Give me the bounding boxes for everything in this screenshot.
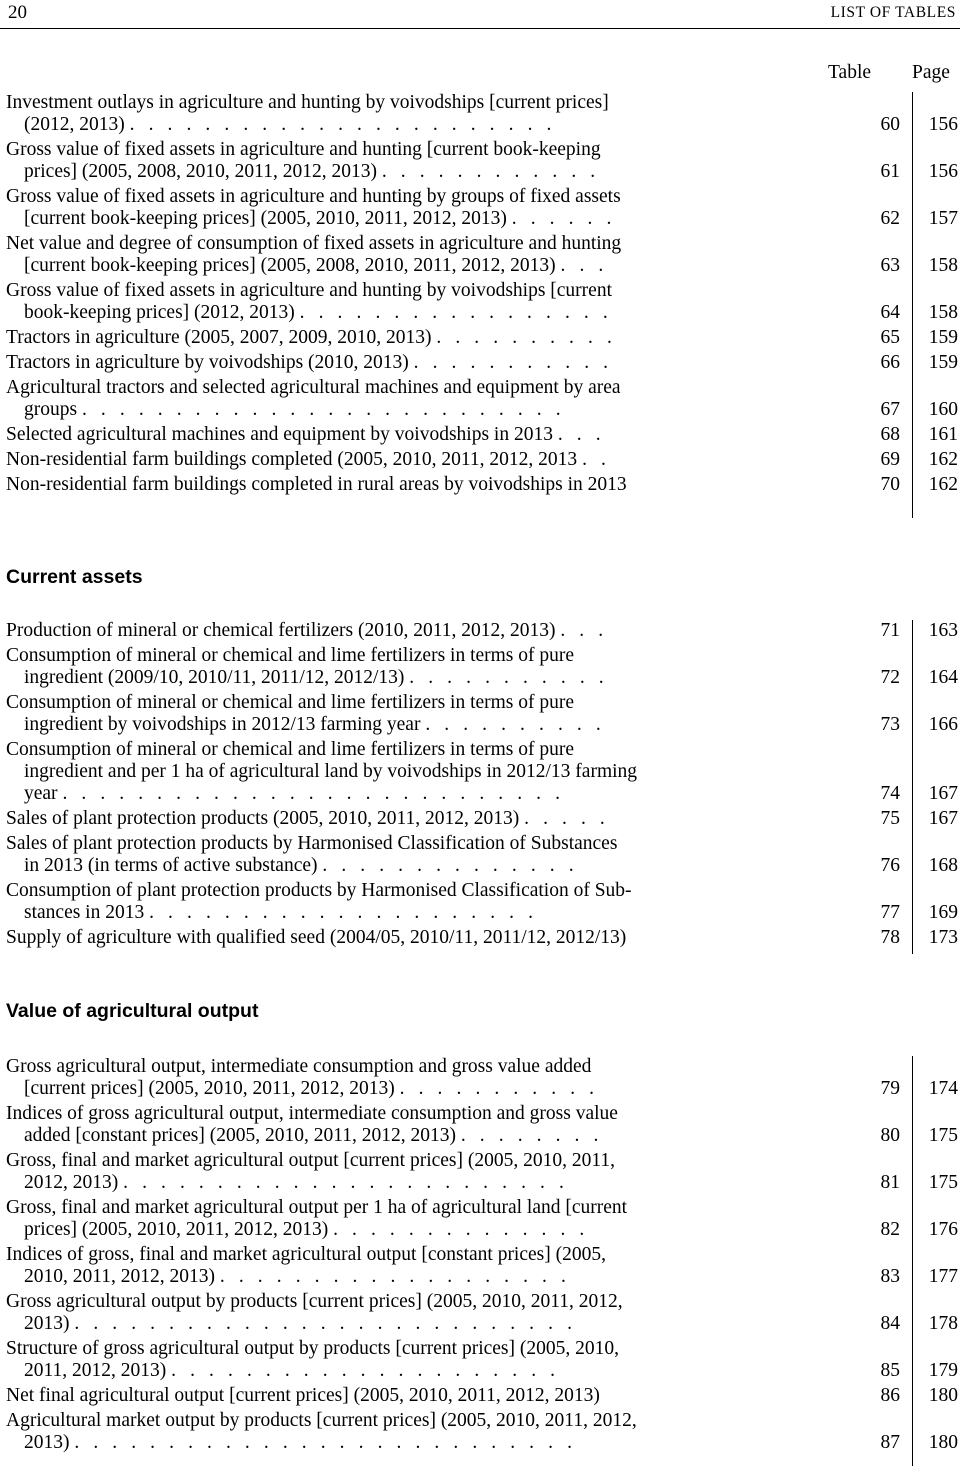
toc-entry[interactable] bbox=[0, 739, 960, 805]
table-number: 80 bbox=[880, 1125, 900, 1146]
toc-entry[interactable] bbox=[0, 1385, 960, 1407]
entry-title bbox=[6, 1410, 788, 1454]
table-number: 74 bbox=[880, 783, 900, 804]
entry-title-line bbox=[6, 1056, 788, 1078]
entry-title bbox=[6, 692, 788, 736]
entry-title-line bbox=[6, 1266, 788, 1288]
toc-entry[interactable] bbox=[0, 1244, 960, 1288]
table-number: 63 bbox=[880, 255, 900, 276]
entry-title-line bbox=[6, 783, 788, 805]
table-number: 68 bbox=[880, 424, 900, 445]
dot-leader: . . . . . . . . . . . . . . . . . . . . . . . . . . . bbox=[62, 783, 565, 804]
dot-leader: . . . . . bbox=[524, 808, 610, 829]
entry-text: Gross, final and market agricultural output per 1 ha of agricultural land [current bbox=[6, 1197, 628, 1218]
entry-title-line bbox=[6, 1103, 788, 1125]
toc-entry[interactable] bbox=[0, 139, 960, 183]
entry-text: 2011, 2012, 2013) bbox=[24, 1360, 167, 1381]
table-number: 78 bbox=[880, 927, 900, 948]
entry-text: book-keeping prices] (2012, 2013) bbox=[24, 302, 295, 323]
table-number: 62 bbox=[880, 208, 900, 229]
toc-entry[interactable] bbox=[0, 327, 960, 349]
entry-title-line bbox=[6, 327, 788, 349]
entry-text: ingredient (2009/10, 2010/11, 2011/12, 2012/13) bbox=[24, 667, 405, 688]
entry-title-line bbox=[6, 1338, 788, 1360]
entry-text: Sales of plant protection products (2005, 2010, 2011, 2012, 2013) bbox=[6, 808, 520, 829]
entry-title bbox=[6, 1150, 788, 1194]
entry-title-line bbox=[6, 1410, 788, 1432]
table-number: 69 bbox=[880, 449, 900, 470]
entry-title-line bbox=[6, 399, 788, 421]
entry-title-line bbox=[6, 714, 788, 736]
entry-title-line bbox=[6, 927, 788, 949]
page-reference: 156 bbox=[928, 161, 958, 182]
entry-title bbox=[6, 449, 788, 471]
entry-title-line bbox=[6, 1291, 788, 1313]
table-number: 66 bbox=[880, 352, 900, 373]
toc-entry[interactable] bbox=[0, 880, 960, 924]
page-reference: 178 bbox=[928, 1313, 958, 1334]
entry-title-line bbox=[6, 255, 788, 277]
entry-title bbox=[6, 280, 788, 324]
entry-title-line bbox=[6, 377, 788, 399]
dot-leader: . . . . . . . . . . . . . . . . . . . . . bbox=[149, 902, 538, 923]
toc-entry[interactable] bbox=[0, 927, 960, 949]
dot-leader: . . . bbox=[557, 424, 606, 445]
page-reference: 158 bbox=[928, 302, 958, 323]
page-reference: 161 bbox=[928, 424, 958, 445]
entry-title-line bbox=[6, 1078, 788, 1100]
entry-title bbox=[6, 927, 788, 949]
entry-title-line bbox=[6, 1219, 788, 1241]
table-number: 61 bbox=[880, 161, 900, 182]
entry-title-line bbox=[6, 833, 788, 855]
toc-entry[interactable] bbox=[0, 1103, 960, 1147]
entry-text: 2012, 2013) bbox=[24, 1172, 119, 1193]
dot-leader: . . . . . . . . . . . . . . . . . . . . . bbox=[171, 1360, 560, 1381]
entry-text: groups bbox=[24, 399, 78, 420]
table-number: 67 bbox=[880, 399, 900, 420]
page-reference: 179 bbox=[928, 1360, 958, 1381]
entry-title bbox=[6, 1197, 788, 1241]
page-reference: 167 bbox=[928, 783, 958, 804]
table-number: 75 bbox=[880, 808, 900, 829]
entry-text: Consumption of mineral or chemical and lime fertilizers in terms of pure bbox=[6, 645, 575, 666]
dot-leader: . . . . . . bbox=[511, 208, 616, 229]
entry-text: [current book-keeping prices] (2005, 2010, 2011, 2012, 2013) bbox=[24, 208, 507, 229]
entry-title bbox=[6, 833, 788, 877]
toc-entry[interactable] bbox=[0, 474, 960, 496]
entry-title-line bbox=[6, 208, 788, 230]
dot-leader: . . . . . . . . . . bbox=[425, 714, 606, 735]
entry-text: Net value and degree of consumption of fixed assets in agriculture and hunting bbox=[6, 233, 622, 254]
page-reference: 159 bbox=[928, 327, 958, 348]
toc-entry[interactable] bbox=[0, 645, 960, 689]
table-number: 70 bbox=[880, 474, 900, 495]
page-reference: 176 bbox=[928, 1219, 958, 1240]
entry-title-line bbox=[6, 855, 788, 877]
entry-text: Gross agricultural output, intermediate consumption and gross value added bbox=[6, 1056, 592, 1077]
dot-leader: . . . . . . . . . . . bbox=[413, 352, 613, 373]
entry-title-line bbox=[6, 1313, 788, 1335]
page-reference: 156 bbox=[928, 114, 958, 135]
entry-title-line bbox=[6, 1150, 788, 1172]
toc-entry[interactable] bbox=[0, 377, 960, 421]
toc-entry[interactable] bbox=[0, 1410, 960, 1454]
entry-title-line bbox=[6, 1360, 788, 1382]
dot-leader: . . . . . . . . . . . . . . . . . . . . . . . . . . bbox=[81, 399, 566, 420]
entry-text: Consumption of plant protection products by Harmonised Classification of Sub- bbox=[6, 880, 632, 901]
table-number: 84 bbox=[880, 1313, 900, 1334]
entry-title bbox=[6, 139, 788, 183]
table-number: 86 bbox=[880, 1385, 900, 1406]
page-reference: 160 bbox=[928, 399, 958, 420]
toc-entry[interactable] bbox=[0, 352, 960, 374]
entry-text: Structure of gross agricultural output by products [current prices] (2005, 2010, bbox=[6, 1338, 620, 1359]
entry-title bbox=[6, 233, 788, 277]
entry-title bbox=[6, 474, 788, 496]
dot-leader: . . . . . . . . . . . . . . . . . . . . . . . . bbox=[123, 1172, 569, 1193]
dot-leader: . . . bbox=[560, 620, 608, 641]
entry-text: Agricultural tractors and selected agricultural machines and equipment by area bbox=[6, 377, 621, 398]
entry-title-line bbox=[6, 280, 788, 302]
entry-title-line bbox=[6, 739, 788, 761]
table-number: 72 bbox=[880, 667, 900, 688]
entry-title bbox=[6, 186, 788, 230]
page-reference: 167 bbox=[928, 808, 958, 829]
entry-title bbox=[6, 620, 788, 642]
table-number: 65 bbox=[880, 327, 900, 348]
table-number: 76 bbox=[880, 855, 900, 876]
page-reference: 162 bbox=[928, 449, 958, 470]
toc-entry[interactable] bbox=[0, 833, 960, 877]
dot-leader: . . . . . . . . . . . . . . bbox=[333, 1219, 589, 1240]
entry-text: Indices of gross agricultural output, intermediate consumption and gross value bbox=[6, 1103, 618, 1124]
page-reference: 177 bbox=[928, 1266, 958, 1287]
running-title: LIST OF TABLES bbox=[830, 4, 956, 21]
table-number: 60 bbox=[880, 114, 900, 135]
entry-text: 2010, 2011, 2012, 2013) bbox=[24, 1266, 216, 1287]
page-reference: 175 bbox=[928, 1125, 958, 1146]
section-title: Value of agricultural output bbox=[6, 1000, 259, 1022]
entry-title-line bbox=[6, 92, 788, 114]
toc-entry[interactable] bbox=[0, 449, 960, 471]
entry-title-line bbox=[6, 186, 788, 208]
dot-leader: . . . . . . . . bbox=[460, 1125, 603, 1146]
table-number: 82 bbox=[880, 1219, 900, 1240]
table-number: 77 bbox=[880, 902, 900, 923]
page-reference: 168 bbox=[928, 855, 958, 876]
dot-leader: . . . . . . . . . . . . . . . . . . . . . . . . . . . bbox=[74, 1432, 577, 1453]
entry-text: Agricultural market output by products [current prices] (2005, 2010, 2011, 2012, bbox=[6, 1410, 637, 1431]
dot-leader: . . . . . . . . . . . . . . . . . . . . . . . bbox=[129, 114, 556, 135]
toc-entry[interactable] bbox=[0, 280, 960, 324]
page-number: 20 bbox=[8, 2, 27, 23]
entry-title bbox=[6, 645, 788, 689]
dot-leader: . . . . . . . . . . . . bbox=[381, 161, 600, 182]
entry-title-line bbox=[6, 645, 788, 667]
entry-title-line bbox=[6, 667, 788, 689]
entry-title bbox=[6, 880, 788, 924]
entry-text: Indices of gross, final and market agricultural output [constant prices] (2005, bbox=[6, 1244, 606, 1265]
dot-leader: . . . . . . . . . . . bbox=[409, 667, 609, 688]
entry-title-line bbox=[6, 474, 788, 496]
entry-text: stances in 2013 bbox=[24, 902, 145, 923]
entry-text: Sales of plant protection products by Harmonised Classification of Substances bbox=[6, 833, 618, 854]
toc-entry[interactable] bbox=[0, 808, 960, 830]
entry-text: Net final agricultural output [current prices] (2005, 2010, 2011, 2012, 2013) bbox=[6, 1385, 600, 1406]
entry-text: Gross, final and market agricultural output [current prices] (2005, 2010, 2011, bbox=[6, 1150, 616, 1171]
page-reference: 166 bbox=[928, 714, 958, 735]
entry-title bbox=[6, 1291, 788, 1335]
page-reference: 159 bbox=[928, 352, 958, 373]
entry-title-line bbox=[6, 302, 788, 324]
entry-title bbox=[6, 808, 788, 830]
table-number: 83 bbox=[880, 1266, 900, 1287]
entry-title-line bbox=[6, 1244, 788, 1266]
toc-entry[interactable] bbox=[0, 1291, 960, 1335]
entry-title-line bbox=[6, 808, 788, 830]
table-number: 85 bbox=[880, 1360, 900, 1381]
entry-text: [current prices] (2005, 2010, 2011, 2012, 2013) bbox=[24, 1078, 395, 1099]
section-title: Current assets bbox=[6, 566, 143, 588]
entry-title-line bbox=[6, 114, 788, 136]
entry-title-line bbox=[6, 424, 788, 446]
entry-text: (2012, 2013) bbox=[24, 114, 125, 135]
toc-entry[interactable] bbox=[0, 186, 960, 230]
entry-title bbox=[6, 1385, 788, 1407]
entry-text: ingredient and per 1 ha of agricultural land by voivodships in 2012/13 farming bbox=[24, 761, 638, 782]
entry-text: 2013) bbox=[24, 1313, 70, 1334]
entry-text: in 2013 (in terms of active substance) bbox=[24, 855, 318, 876]
entry-title-line bbox=[6, 139, 788, 161]
entry-title bbox=[6, 1103, 788, 1147]
page-reference: 163 bbox=[928, 620, 958, 641]
entry-text: Supply of agriculture with qualified seed (2004/05, 2010/11, 2011/12, 2012/13) bbox=[6, 927, 627, 948]
entry-text: Investment outlays in agriculture and hunting by voivodships [current prices] bbox=[6, 92, 609, 113]
entry-title-line bbox=[6, 161, 788, 183]
page-reference: 173 bbox=[928, 927, 958, 948]
entry-title-line bbox=[6, 880, 788, 902]
entry-text: Non-residential farm buildings completed (2005, 2010, 2011, 2012, 2013 bbox=[6, 449, 578, 470]
entry-title bbox=[6, 1338, 788, 1382]
entry-title-line bbox=[6, 352, 788, 374]
entry-text: prices] (2005, 2010, 2011, 2012, 2013) bbox=[24, 1219, 329, 1240]
page-reference: 162 bbox=[928, 474, 958, 495]
page-reference: 180 bbox=[928, 1385, 958, 1406]
entry-title bbox=[6, 739, 788, 805]
dot-leader: . . . . . . . . . . . . . . . . . . . bbox=[219, 1266, 571, 1287]
page-reference: 158 bbox=[928, 255, 958, 276]
column-header-page: Page bbox=[912, 62, 950, 83]
entry-title-line bbox=[6, 1172, 788, 1194]
entry-title-line bbox=[6, 449, 788, 471]
dot-leader: . . . . . . . . . . . bbox=[399, 1078, 599, 1099]
toc-entry[interactable] bbox=[0, 424, 960, 446]
dot-leader: . . . . . . . . . . . . . . . . . bbox=[299, 302, 613, 323]
entry-title-line bbox=[6, 620, 788, 642]
toc-entry[interactable] bbox=[0, 692, 960, 736]
dot-leader: . . . . . . . . . . bbox=[436, 327, 617, 348]
entry-title bbox=[6, 424, 788, 446]
entry-text: Production of mineral or chemical fertilizers (2010, 2011, 2012, 2013) bbox=[6, 620, 556, 641]
table-number: 64 bbox=[880, 302, 900, 323]
entry-title bbox=[6, 1244, 788, 1288]
entry-title-line bbox=[6, 902, 788, 924]
dot-leader: . . . . . . . . . . . . . . . . . . . . . . . . . . . bbox=[74, 1313, 577, 1334]
toc-entry[interactable] bbox=[0, 1056, 960, 1100]
entry-text: Gross agricultural output by products [current prices] (2005, 2010, 2011, 2012, bbox=[6, 1291, 623, 1312]
table-number: 87 bbox=[880, 1432, 900, 1453]
entry-title-line bbox=[6, 1125, 788, 1147]
page-header bbox=[0, 0, 960, 29]
entry-text: ingredient by voivodships in 2012/13 farming year bbox=[24, 714, 421, 735]
page-reference: 174 bbox=[928, 1078, 958, 1099]
entry-text: Tractors in agriculture (2005, 2007, 2009, 2010, 2013) bbox=[6, 327, 432, 348]
entry-title-line bbox=[6, 692, 788, 714]
toc-entry[interactable] bbox=[0, 1338, 960, 1382]
entry-title-line bbox=[6, 1197, 788, 1219]
toc-entry[interactable] bbox=[0, 92, 960, 136]
toc-entry[interactable] bbox=[0, 620, 960, 642]
entry-text: Consumption of mineral or chemical and lime fertilizers in terms of pure bbox=[6, 739, 575, 760]
entry-text: Selected agricultural machines and equipment by voivodships in 2013 bbox=[6, 424, 553, 445]
page-reference: 157 bbox=[928, 208, 958, 229]
entry-title bbox=[6, 92, 788, 136]
entry-text: Consumption of mineral or chemical and lime fertilizers in terms of pure bbox=[6, 692, 575, 713]
entry-text: Gross value of fixed assets in agriculture and hunting by voivodships [current bbox=[6, 280, 612, 301]
table-number: 73 bbox=[880, 714, 900, 735]
entry-text: Gross value of fixed assets in agriculture and hunting by groups of fixed assets bbox=[6, 186, 621, 207]
page-reference: 169 bbox=[928, 902, 958, 923]
page-reference: 175 bbox=[928, 1172, 958, 1193]
entry-text: 2013) bbox=[24, 1432, 70, 1453]
entry-title bbox=[6, 327, 788, 349]
toc-entry[interactable] bbox=[0, 1197, 960, 1241]
toc-entry[interactable] bbox=[0, 1150, 960, 1194]
entry-text: year bbox=[24, 783, 58, 804]
table-number: 81 bbox=[880, 1172, 900, 1193]
entry-text: Non-residential farm buildings completed in rural areas by voivodships in 2013 bbox=[6, 474, 627, 495]
entry-title bbox=[6, 352, 788, 374]
column-header-table: Table bbox=[828, 62, 872, 83]
entry-title-line bbox=[6, 761, 788, 783]
dot-leader: . . . . . . . . . . . . . . bbox=[322, 855, 579, 876]
table-number: 71 bbox=[880, 620, 900, 641]
entry-title-line bbox=[6, 1432, 788, 1454]
entry-text: Gross value of fixed assets in agriculture and hunting [current book-keeping bbox=[6, 139, 601, 160]
entry-title bbox=[6, 377, 788, 421]
entry-text: prices] (2005, 2008, 2010, 2011, 2012, 2013) bbox=[24, 161, 377, 182]
dot-leader: . . bbox=[582, 449, 611, 470]
entry-title-line bbox=[6, 1385, 788, 1407]
entry-text: [current book-keeping prices] (2005, 2008, 2010, 2011, 2012, 2013) bbox=[24, 255, 556, 276]
entry-title bbox=[6, 1056, 788, 1100]
entry-text: Tractors in agriculture by voivodships (2010, 2013) bbox=[6, 352, 409, 373]
table-number: 79 bbox=[880, 1078, 900, 1099]
dot-leader: . . . bbox=[560, 255, 608, 276]
page-reference: 180 bbox=[928, 1432, 958, 1453]
page-reference: 164 bbox=[928, 667, 958, 688]
toc-entry[interactable] bbox=[0, 233, 960, 277]
entry-title-line bbox=[6, 233, 788, 255]
entry-text: added [constant prices] (2005, 2010, 2011, 2012, 2013) bbox=[24, 1125, 456, 1146]
